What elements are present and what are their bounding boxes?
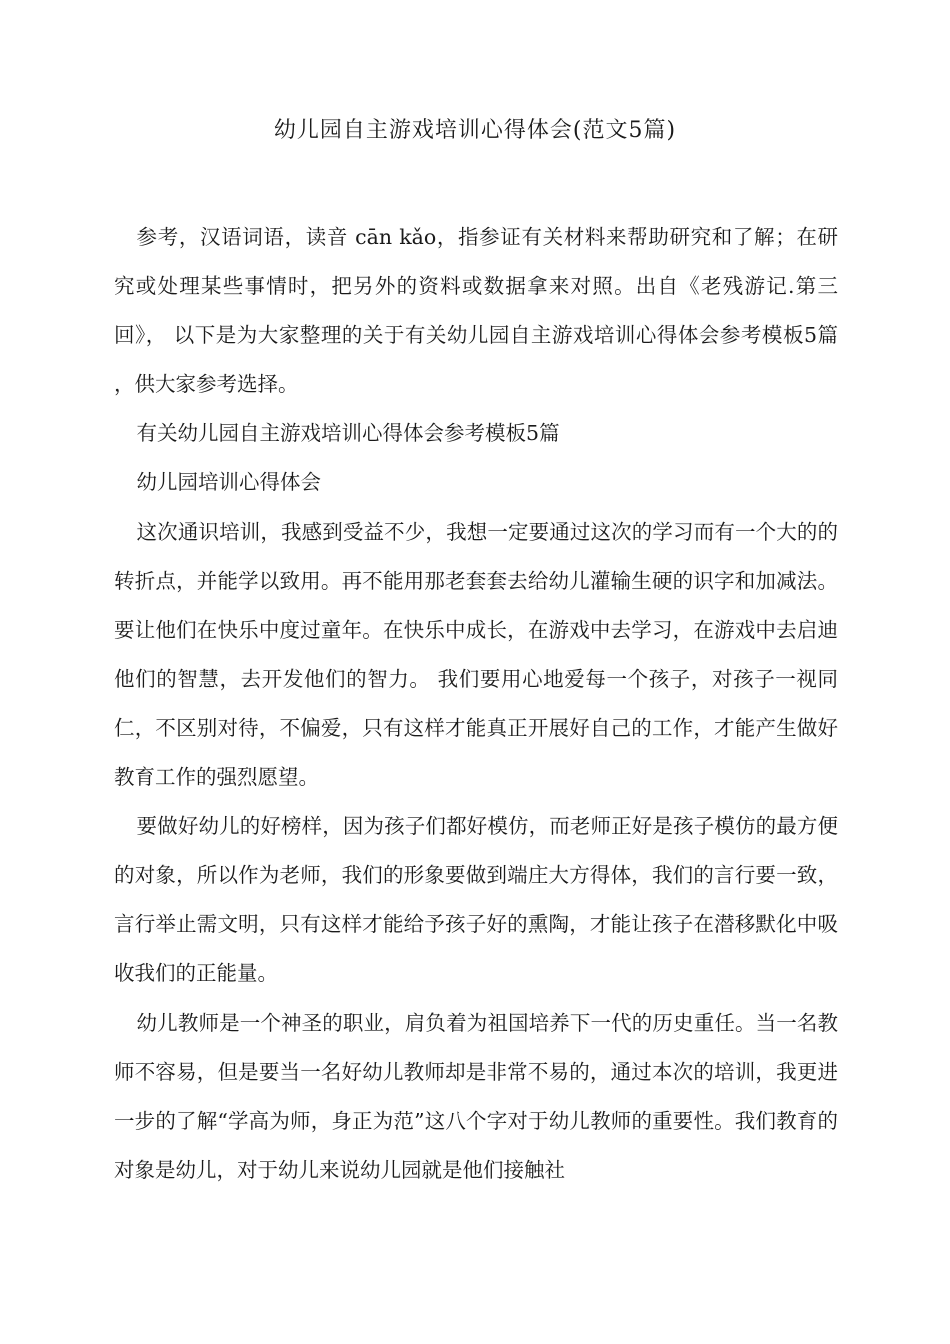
paragraph-body-3: 幼儿教师是一个神圣的职业，肩负着为祖国培养下一代的历史重任。当一名教师不容易，但是要当一名好幼儿教师却是非常不易的，通过本次的培训，我更进一步的了解“学高为师，身正为范”这八个字对于幼儿教师的重要性。我们教育的对象是幼儿，对于幼儿来说幼儿园就是他们接触社 xyxy=(114,1010,838,1182)
document-title: 幼儿园自主游戏培训心得体会(范文5篇) xyxy=(273,118,677,143)
paragraph-section-heading: 幼儿园培训心得体会 xyxy=(136,470,322,495)
paragraph-body-1: 这次通识培训，我感到受益不少，我想一定要通过这次的学习而有一个大的的转折点，并能学以致用。再不能用那老套套去给幼儿灌输生硬的识字和加减法。要让他们在快乐中度过童年。在快乐中成长，在游戏中去学习，在游戏中去启迪他们的智慧，去开发他们的智力。 我们要用心地爱每一个孩子，对孩子一视同仁，不区别对待，不偏爱，只有这样才能真正开展好自己的工作，才能产生做好教育工作的强烈愿望。 xyxy=(114,519,838,790)
paragraph-subtitle: 有关幼儿园自主游戏培训心得体会参考模板5篇 xyxy=(136,421,560,446)
paragraph-body-2: 要做好幼儿的好榜样，因为孩子们都好模仿，而老师正好是孩子模仿的最方便的对象，所以作为老师，我们的形象要做到端庄大方得体，我们的言行要一致，言行举止需文明，只有这样才能给予孩子好的熏陶，才能让孩子在潜移默化中吸收我们的正能量。 xyxy=(114,814,838,986)
paragraph-intro: 参考，汉语词语，读音 cān kǎo，指参证有关材料来帮助研究和了解；在研究或处理某些事情时，把另外的资料或数据拿来对照。出自《老残游记.第三回》， 以下是为大家整理的关于有关幼儿园自主游戏培训心得体会参考模板5篇 ，供大家参考选择。 xyxy=(114,225,838,397)
document-body xyxy=(114,213,838,1195)
